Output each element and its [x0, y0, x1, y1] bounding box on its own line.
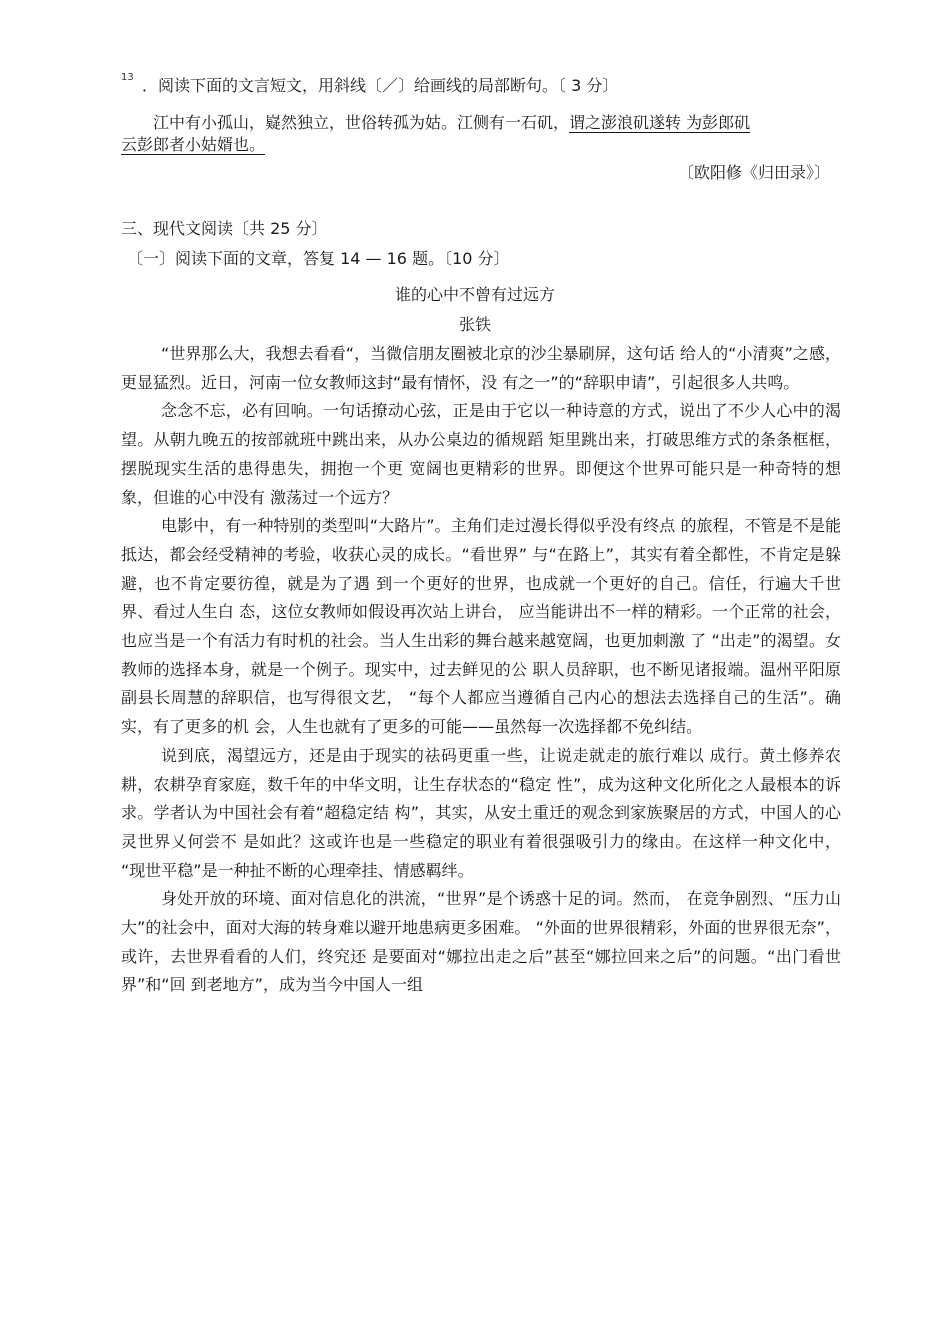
- classical-text-underlined-1: 谓之澎浪矶遂转 为彭郎矶: [569, 113, 751, 132]
- question-13-instruction: ．阅读下面的文言短文，用斜线〔／〕给画线的局部断句。〔 3 分〕: [142, 76, 619, 95]
- question-number: 13: [121, 72, 134, 83]
- classical-text-plain: 江中有小孤山，嶷然独立，世俗转孤为姑。江侧有一石矶，: [153, 113, 570, 132]
- classical-text-underlined-2: 云彭郎者小姑婿也。: [121, 135, 266, 154]
- classical-text-line-1: [153, 111, 750, 135]
- article-paragraph-1: “世界那么大，我想去看看“，当微信朋友圈被北京的沙尘暴刷屏，这句话 给人的“小清爽”之感，更显猛烈。近日，河南一位女教师这封“最有情怀，没 有之一”的“辞职申请”，引起很多人共鸣。: [121, 344, 841, 392]
- article-paragraph-2: 念念不忘，必有回响。一句话撩动心弦，正是由于它以一种诗意的方式，说出了不少人心中的渴望。从朝九晚五的按部就班中跳出来，从办公桌边的循规蹈 矩里跳出来，打破思维方式的条条框框，摆脱现实生活的患得患失，拥抱一个更 宽阔也更精彩的世界。即便这个世界可能只是一种奇特的想象，但谁的心中没有 激荡过一个远方？: [121, 401, 841, 507]
- article-author: 张铁: [458, 315, 491, 334]
- article-paragraph-3: 电影中，有一种特别的类型叫“大路片”。主角们走过漫长得似乎没有终点 的旅程，不管是不是能抵达，都会经受精神的考验，收获心灵的成长。“看世界” 与“在路上”，其实有着全都性，不肯定是躲避，也不肯定要彷徨，就是为了遇 到一个更好的世界，也成就一个更好的自己。信任，行遍大千世界、看过人生白 态，这位女教师如假设再次站上讲台， 应当能讲出不一样的精彩。一个正常的社会， 也应当是一个有活力有时机的社会。当人生出彩的舞台越来越宽阔，也更加刺激 了 “出走”的渴望。女教师的选择本身，就是一个例子。现实中，过去鲜见的公 职人员辞职，也不断见诸报端。温州平阳原副县长周慧的辞职信，也写得很文艺， “每个人都应当遵循自己内心的想法去选择自己的生活”。确实，有了更多的机 会，人生也就有了更多的可能——虽然每一次选择都不免纠结。: [121, 516, 841, 737]
- section-3-subtitle: 〔一〕阅读下面的文章，答复 14 — 16 题。〔10 分〕: [127, 249, 510, 268]
- classical-text-source: 〔欧阳修《归田录》〕: [677, 163, 830, 182]
- article-paragraph-5: 身处开放的环境、面对信息化的洪流，“世界”是个诱惑十足的词。然而， 在竞争剧烈、“压力山大”的社会中，面对大海的转身难以避开地患病更多困难。 “外面的世界很精彩，外面的世界很无奈”，或许，去世界看看的人们，终究还 是要面对“娜拉出走之后”甚至“娜拉回来之后”的问题。“出门看世界”和“回 到老地方”，成为当今中国人一组: [121, 889, 841, 995]
- section-3-title: 三、现代文阅读〔共 25 分〕: [121, 219, 328, 238]
- article-paragraph-4: 说到底，渴望远方，还是由于现实的祛码更重一些，让说走就走的旅行难以 成行。黄土修养农耕，农耕孕育家庭，数千年的中华文明，让生存状态的“稳定 性”，成为这种文化所化之人最根本的诉求。学者认为中国社会有着“超稳定结 构”，其实，从安土重迁的观念到家族聚居的方式，中国人的心灵世界乂何尝不 是如此？这或许也是一些稳定的职业有着很强吸引力的缘由。在这样一种文化中， “现世平稳”是一种扯不断的心理牵挂、情感羁绊。: [121, 745, 841, 880]
- classical-text-line-2: [121, 133, 265, 157]
- article-title: 谁的心中不曾有过远方: [394, 285, 555, 304]
- article-body: [121, 340, 841, 1000]
